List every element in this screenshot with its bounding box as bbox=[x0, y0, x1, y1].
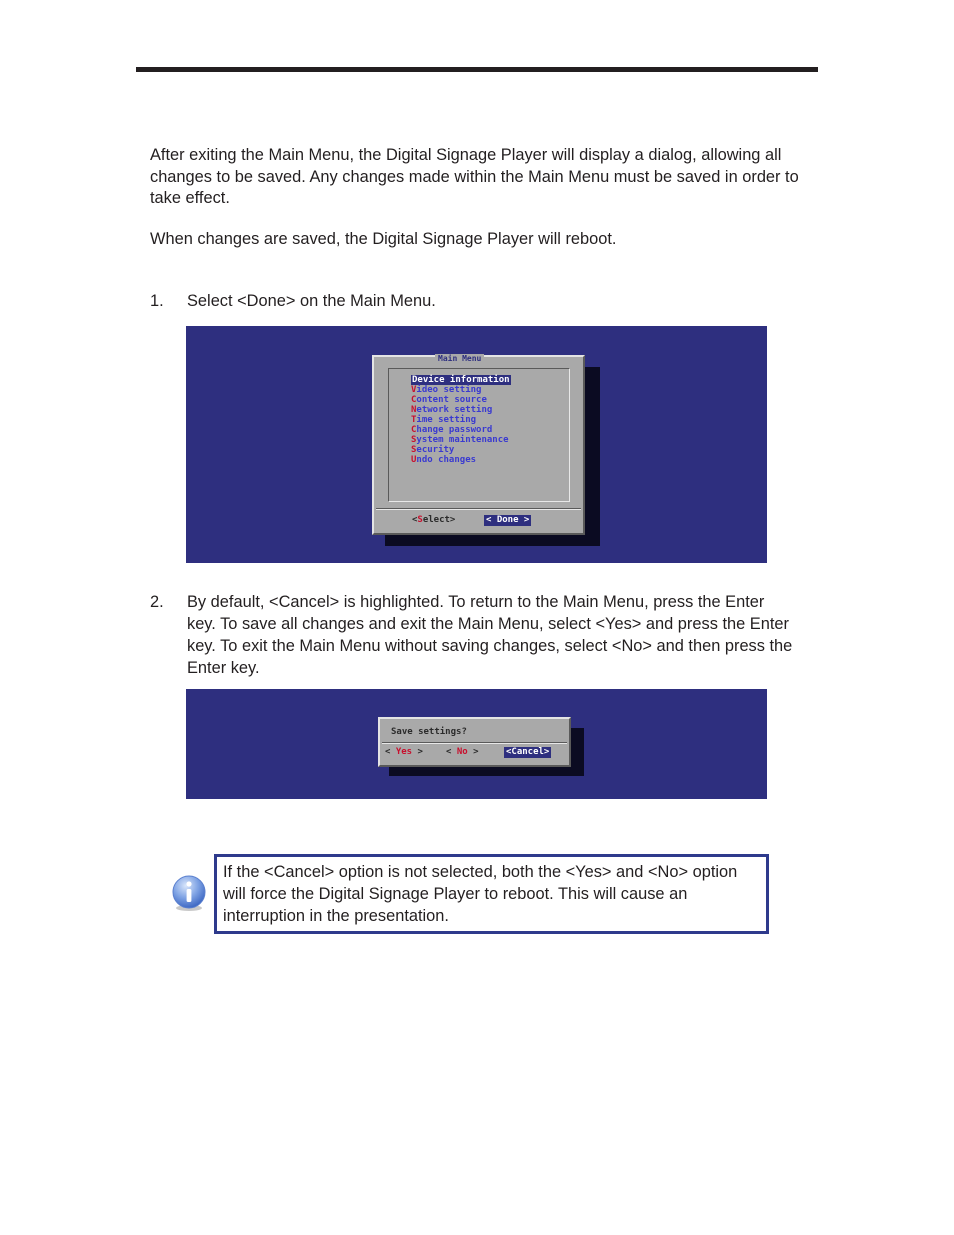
step-number: 1. bbox=[150, 292, 164, 310]
menu-list bbox=[411, 375, 561, 475]
top-rule bbox=[136, 67, 818, 72]
intro-paragraph-2: When changes are saved, the Digital Signage Player will reboot. bbox=[150, 230, 617, 248]
select-button[interactable]: <Select> bbox=[412, 515, 456, 525]
step-1 bbox=[150, 290, 800, 312]
yes-button[interactable]: < Yes > bbox=[385, 747, 423, 757]
done-button[interactable]: < Done > bbox=[486, 515, 530, 525]
menu-item-undo-changes[interactable]: Undo changes bbox=[411, 455, 477, 465]
button-separator bbox=[382, 742, 567, 744]
cancel-button[interactable]: <Cancel> bbox=[506, 747, 550, 757]
menu-item-time-setting[interactable]: Time setting bbox=[411, 415, 477, 425]
main-menu-dialog bbox=[372, 355, 585, 535]
menu-item-video-setting[interactable]: Video setting bbox=[411, 385, 482, 395]
note-text: If the <Cancel> option is not selected, both the <Yes> and <No> option will force the Digital Signage Player to reboot. This will cause an interruption in the presentation. bbox=[223, 863, 738, 925]
step-text: By default, <Cancel> is highlighted. To return to the Main Menu, press the Enter key. To save all changes and exit the Main Menu, select <Yes> and press the Enter key. To exit the Main Menu without saving changes, select <No> and then press the Enter key. bbox=[187, 593, 793, 677]
step-text: Select <Done> on the Main Menu. bbox=[187, 292, 436, 310]
info-icon bbox=[170, 874, 208, 912]
save-settings-dialog bbox=[378, 717, 571, 767]
dialog-title: Main Menu bbox=[435, 354, 484, 363]
no-button[interactable]: < No > bbox=[446, 747, 479, 757]
step-2 bbox=[150, 591, 800, 679]
menu-item-network-setting[interactable]: Network setting bbox=[411, 405, 493, 415]
save-settings-screenshot bbox=[186, 689, 767, 799]
menu-item-change-password[interactable]: Change password bbox=[411, 425, 493, 435]
note-box bbox=[214, 854, 769, 934]
save-prompt: Save settings? bbox=[391, 727, 467, 737]
menu-item-security[interactable]: Security bbox=[411, 445, 455, 455]
intro-paragraph-1: After exiting the Main Menu, the Digital Signage Player will display a dialog, allowing all changes to be saved. Any changes made within the Main Menu must be saved in order to take effect. bbox=[150, 146, 799, 207]
main-menu-screenshot bbox=[186, 326, 767, 563]
menu-item-content-source[interactable]: Content source bbox=[411, 395, 487, 405]
menu-item-device-information[interactable]: Device information bbox=[412, 375, 510, 385]
menu-item-system-maintenance[interactable]: System maintenance bbox=[411, 435, 509, 445]
button-separator bbox=[376, 508, 581, 510]
step-number: 2. bbox=[150, 593, 164, 611]
